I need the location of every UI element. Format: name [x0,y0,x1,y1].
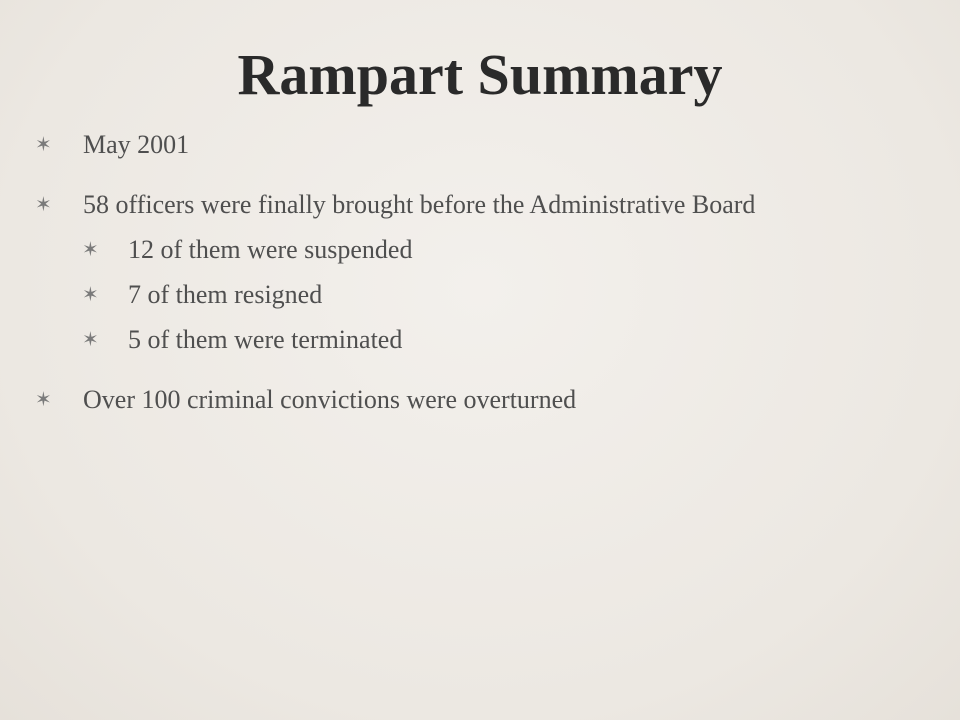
bullet-item-convictions-overturned [30,383,910,417]
bullet-text: May 2001 [83,130,190,159]
star-bullet-icon: ✶ [82,239,99,261]
bullet-item-may-2001 [30,128,910,162]
slide-title: Rampart Summary [237,42,723,107]
bullet-text: Over 100 criminal convictions were overturned [83,385,577,414]
bullet-text: 5 of them were terminated [128,325,403,354]
bullet-text: 7 of them resigned [128,280,323,309]
sub-bullet-item-suspended [30,233,910,267]
bullet-text: 12 of them were suspended [128,235,413,264]
star-bullet-icon: ✶ [82,329,99,351]
bullet-item-officers-board [30,188,910,222]
bullet-list [30,128,910,417]
sub-bullet-item-resigned [30,278,910,312]
star-bullet-icon: ✶ [35,194,52,216]
bullet-text: 58 officers were finally brought before the Administrative Board [83,190,756,219]
star-bullet-icon: ✶ [35,134,52,156]
star-bullet-icon: ✶ [35,389,52,411]
star-bullet-icon: ✶ [82,284,99,306]
sub-bullet-item-terminated [30,323,910,357]
